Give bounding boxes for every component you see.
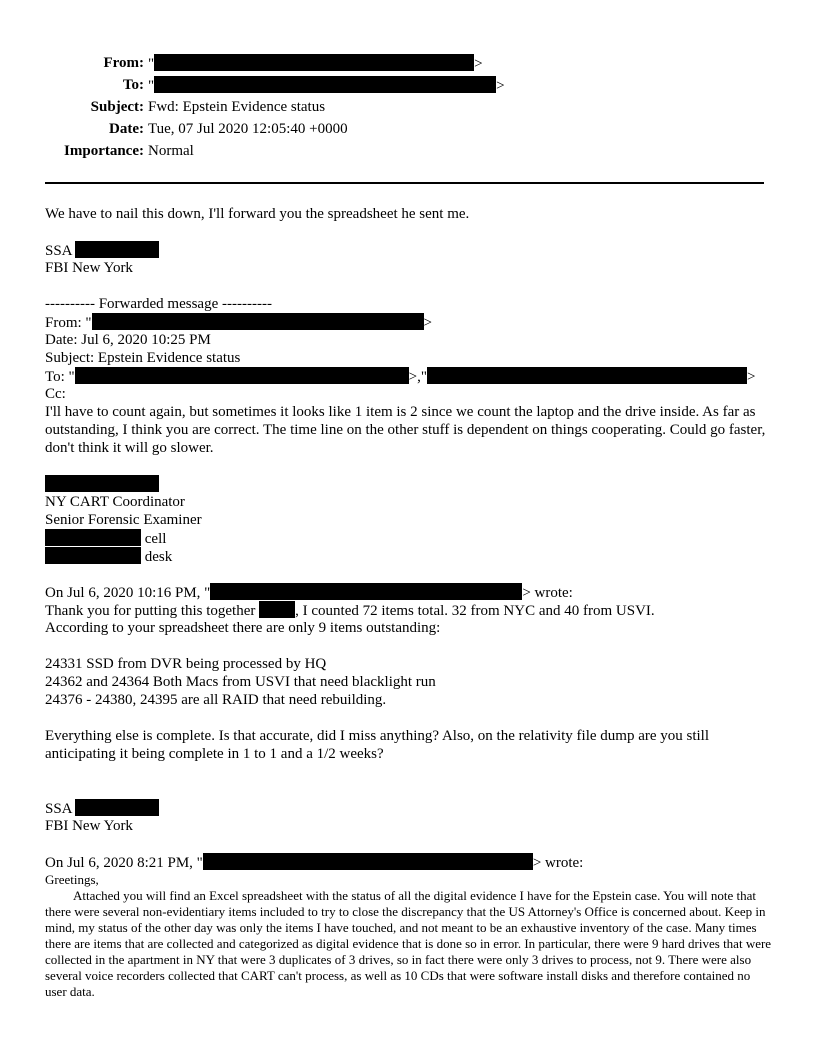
forwarded-cc: Cc: bbox=[45, 386, 66, 402]
from-prefix: " bbox=[148, 56, 155, 72]
to-value bbox=[148, 76, 505, 95]
redaction-box bbox=[154, 76, 496, 93]
quote2-intro bbox=[45, 853, 583, 872]
quote1-intro bbox=[45, 583, 573, 602]
subject-value: Fwd: Epstein Evidence status bbox=[148, 99, 326, 115]
fwd-from-label: From: " bbox=[45, 315, 92, 331]
quote1-signature-title bbox=[45, 799, 159, 818]
date-label: Date: bbox=[109, 121, 144, 137]
redaction-box bbox=[75, 241, 159, 258]
from-label: From: bbox=[103, 55, 144, 71]
forwarded-signature-desk bbox=[45, 547, 172, 566]
fwd-to-label: To: " bbox=[45, 369, 75, 385]
quote2-intro-suffix: > wrote: bbox=[532, 855, 584, 871]
redaction-box bbox=[45, 475, 159, 492]
subject-label: Subject: bbox=[90, 99, 144, 115]
redaction-box bbox=[75, 799, 159, 816]
from-value bbox=[148, 54, 483, 73]
sig-title: SSA bbox=[45, 801, 72, 817]
quote2-greeting: Greetings, bbox=[45, 872, 99, 887]
importance-label: Importance: bbox=[64, 143, 144, 159]
quote1-intro-prefix: On Jul 6, 2020 10:16 PM, " bbox=[45, 585, 211, 601]
header-divider bbox=[45, 182, 764, 184]
forwarded-divider: ---------- Forwarded message ---------- bbox=[45, 296, 272, 312]
redaction-box bbox=[45, 547, 141, 564]
quote1-intro-suffix: > wrote: bbox=[522, 585, 573, 601]
forwarded-body: I'll have to count again, but sometimes it looks like 1 item is 2 since we count the laptop and the drive inside. As far as outstanding, I think you are correct. The time line on the other stuff is dependent on things cooperating. Could go faster, don't think it will go slower. bbox=[45, 404, 766, 456]
top-signature-org: FBI New York bbox=[45, 260, 133, 276]
to-prefix: " bbox=[148, 78, 155, 94]
to-suffix: > bbox=[496, 78, 505, 94]
redaction-box bbox=[154, 54, 474, 71]
quote1-line1-a: Thank you for putting this together bbox=[45, 603, 256, 619]
forwarded-from bbox=[45, 313, 432, 332]
forwarded-signature-cell bbox=[45, 529, 166, 548]
importance-value: Normal bbox=[148, 143, 194, 159]
quote1-signature-org: FBI New York bbox=[45, 818, 133, 834]
forwarded-signature-line2: Senior Forensic Examiner bbox=[45, 512, 202, 528]
quote1-closing: Everything else is complete. Is that accurate, did I miss anything? Also, on the relativity file dump are you still anticipating it being complete in 1 to 1 and a 1/2 weeks? bbox=[45, 728, 710, 762]
redaction-box bbox=[203, 853, 533, 870]
redaction-box bbox=[92, 313, 424, 330]
top-signature-title bbox=[45, 241, 159, 260]
redaction-box bbox=[210, 583, 522, 600]
forwarded-signature-line1: NY CART Coordinator bbox=[45, 494, 185, 510]
redaction-box bbox=[75, 367, 409, 384]
forwarded-subject: Subject: Epstein Evidence status bbox=[45, 350, 241, 366]
top-message-body: We have to nail this down, I'll forward you the spreadsheet he sent me. bbox=[45, 206, 470, 222]
quote2-body: Attached you will find an Excel spreadsheet with the status of all the digital evidence I have for the Epstein case. You will note that there were several non-evidentiary items included to try to close the discrepancy that the US Attorney's Office is concerned about. Keep in mind, my status of the other day was only the items I have touched, and not meant to be an exhaustive inventory of the case. Many times there are items that are collected and categorized as digital evidence that is done so in error. In particular, there were 9 hard drives that were collected in the apartment in NY that were 3 duplicates of 3 drives, so in fact there were only 3 drives to process, not 9. There were also several voice recorders collected that CART can't process, as well as 10 CDs that were software install disks and therefore contained no user data. bbox=[45, 888, 772, 999]
fwd-to-mid: >," bbox=[408, 369, 427, 385]
sig-title: SSA bbox=[45, 243, 72, 259]
outstanding-item: 24331 SSD from DVR being processed by HQ bbox=[45, 656, 327, 672]
date-value: Tue, 07 Jul 2020 12:05:40 +0000 bbox=[148, 121, 348, 137]
fwd-from-suffix: > bbox=[423, 315, 433, 331]
redaction-box bbox=[427, 367, 747, 384]
redaction-box bbox=[45, 529, 141, 546]
cell-label: cell bbox=[144, 531, 167, 547]
desk-label: desk bbox=[144, 549, 173, 565]
quote2-intro-prefix: On Jul 6, 2020 8:21 PM, " bbox=[45, 855, 203, 871]
quote1-line2: According to your spreadsheet there are only 9 items outstanding: bbox=[45, 620, 441, 636]
quote1-line1 bbox=[45, 601, 655, 620]
redaction-box bbox=[259, 601, 295, 618]
outstanding-item: 24376 - 24380, 24395 are all RAID that need rebuilding. bbox=[45, 692, 387, 708]
outstanding-item: 24362 and 24364 Both Macs from USVI that need blacklight run bbox=[45, 674, 436, 690]
forwarded-signature-name bbox=[45, 475, 159, 494]
forwarded-to bbox=[45, 367, 755, 386]
from-suffix: > bbox=[474, 56, 483, 72]
forwarded-date: Date: Jul 6, 2020 10:25 PM bbox=[45, 332, 211, 348]
fwd-to-suffix: > bbox=[747, 369, 756, 385]
quote1-line1-b: , I counted 72 items total. 32 from NYC and 40 from USVI. bbox=[295, 603, 655, 619]
to-label: To: bbox=[122, 77, 144, 93]
